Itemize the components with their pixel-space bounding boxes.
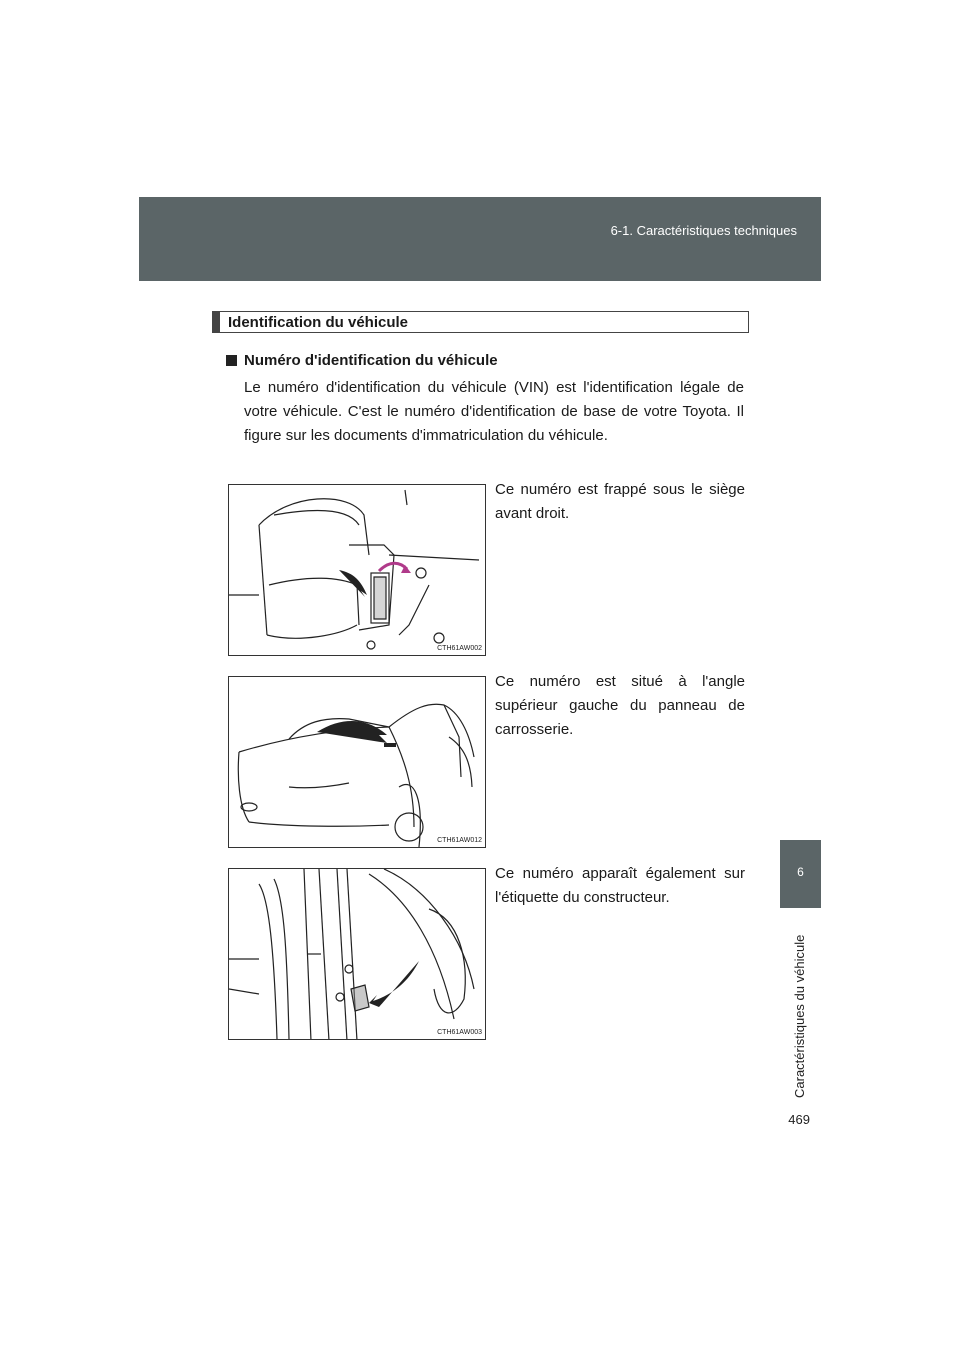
section-title-bar (212, 311, 749, 333)
page-number: 469 (788, 1112, 810, 1127)
seat-drawing (229, 485, 485, 655)
car-drawing (229, 677, 485, 847)
body-paragraph: Le numéro d'identification du véhicule (VIN) est l'identification légale de votre véhicule. C'est le numéro d'identification de base de votre Toyota. Il figure sur les documents d'immatriculation du véhicule. (244, 379, 744, 444)
header-title: 6-1. Caractéristiques techniques (610, 223, 797, 238)
figure-code: CTH61AW002 (437, 645, 482, 652)
figure-caption: Ce numéro apparaît également sur l'étiquette du constructeur. (495, 865, 745, 906)
subheading (226, 352, 498, 369)
section-title: Identification du véhicule (228, 314, 409, 331)
figure-code: CTH61AW012 (437, 837, 482, 844)
figure-label-illustration (228, 868, 486, 1040)
door-drawing (229, 869, 485, 1040)
chapter-label: Caractéristiques du véhicule (792, 934, 807, 1098)
figure-seat-illustration (228, 484, 486, 656)
subheading-text: Numéro d'identification du véhicule (244, 352, 498, 369)
header-band (139, 197, 821, 281)
chapter-tab: 6 (780, 840, 821, 908)
square-bullet-icon (226, 355, 237, 366)
figure-code: CTH61AW003 (437, 1029, 482, 1036)
figure-caption: Ce numéro est situé à l'angle supérieur gauche du panneau de carrosserie. (495, 673, 745, 738)
figure-windshield-illustration (228, 676, 486, 848)
figure-caption: Ce numéro est frappé sous le siège avant droit. (495, 481, 745, 522)
